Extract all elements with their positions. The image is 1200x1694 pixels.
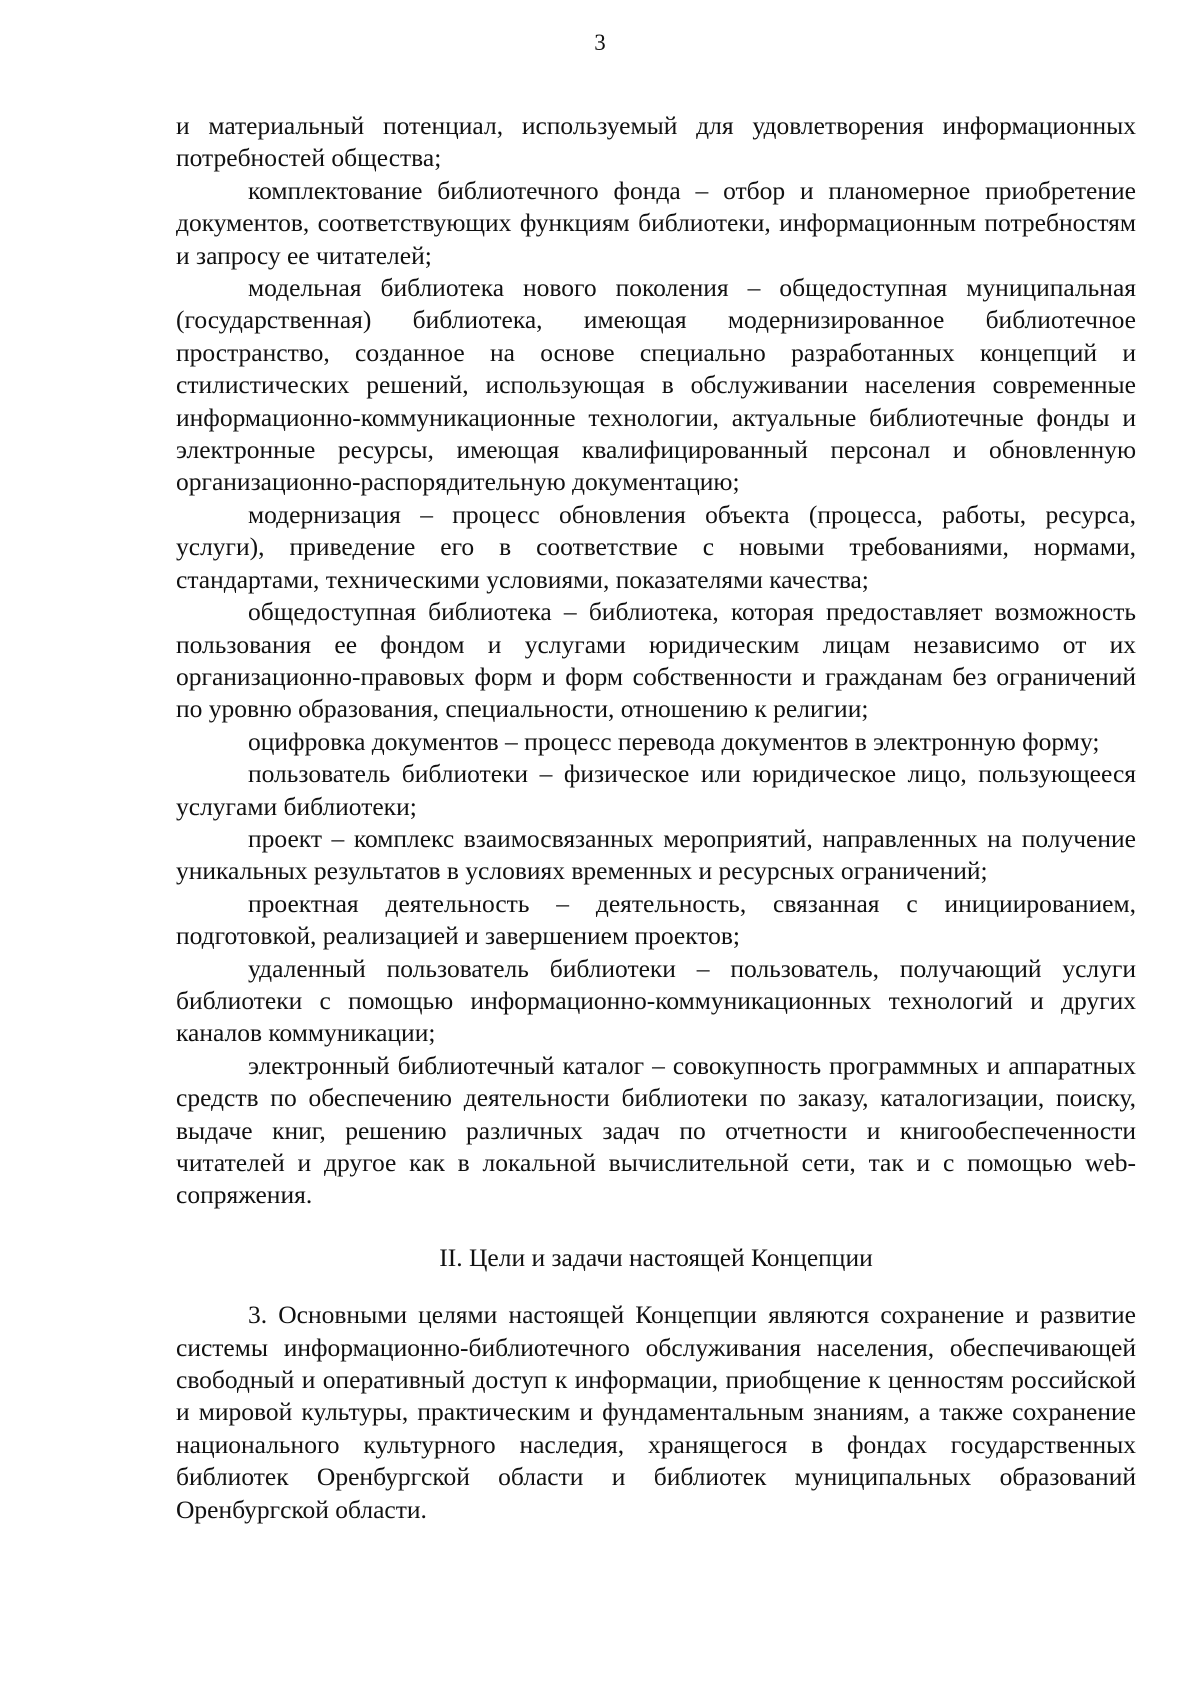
document-body xyxy=(176,110,1136,1526)
definition-paragraph: пользователь библиотеки – физическое или юридическое лицо, пользующееся услугами библиотеки; xyxy=(176,759,1136,821)
definition-paragraph: проект – комплекс взаимосвязанных мероприятий, направленных на получение уникальных результатов в условиях временных и ресурсных ограничений; xyxy=(176,823,1136,886)
definition-paragraph: проектная деятельность – деятельность, связанная с инициированием, подготовкой, реализацией и завершением проектов; xyxy=(176,888,1136,951)
definition-paragraph: и материальный потенциал, используемый для удовлетворения информационных потребностей общества; xyxy=(176,111,1136,173)
definition-paragraph: оцифровка документов – процесс перевода документов в электронную форму; xyxy=(248,726,1100,756)
section-paragraph: 3. Основными целями настоящей Концепции являются сохранение и развитие системы информационно-библиотечного обслуживания населения, обеспечивающей свободный и оперативный доступ к информации, приобщение к ценностям российской и мировой культуры, практическим и фундаментальным знаниям, а также сохранение национального культурного наследия, хранящегося в фондах государственных библиотек Оренбургской области и библиотек муниципальных образований Оренбургской области. xyxy=(176,1300,1136,1524)
definition-paragraph: модельная библиотека нового поколения – общедоступная муниципальная (государственная) библиотека, имеющая модернизированное библиотечное пространство, созданное на основе специально разработанных концепций и стилистических решений, использующая в обслуживании населения современные информационно-коммуникационные технологии, актуальные библиотечные фонды и электронные ресурсы, имеющая квалифицированный персонал и обновленную организационно-распорядительную документацию; xyxy=(176,273,1136,497)
definition-paragraph: модернизация – процесс обновления объекта (процесса, работы, ресурса, услуги), приведение его в соответствие с новыми требованиями, нормами, стандартами, техническими условиями, показателями качества; xyxy=(176,499,1136,594)
definition-paragraph: удаленный пользователь библиотеки – пользователь, получающий услуги библиотеки с помощью информационно-коммуникационных технологий и других каналов коммуникации; xyxy=(176,953,1136,1048)
section-heading: II. Цели и задачи настоящей Концепции xyxy=(439,1242,873,1272)
page-number: 3 xyxy=(594,30,606,55)
definition-paragraph: общедоступная библиотека – библиотека, которая предоставляет возможность пользования ее фондом и услугами юридическим лицам независимо от их организационно-правовых форм и форм собственности и гражданам без ограничений по уровню образования, специальности, отношению к религии; xyxy=(176,597,1136,724)
definition-paragraph: электронный библиотечный каталог – совокупность программных и аппаратных средств по обеспечению деятельности библиотеки по заказу, каталогизации, поиску, выдаче книг, решению различных задач по отчетности и книгообеспеченности читателей и другое как в локальной вычислительной сети, так и с помощью web-сопряжения. xyxy=(176,1050,1136,1210)
definition-paragraph: комплектование библиотечного фонда – отбор и планомерное приобретение документов, соответствующих функциям библиотеки, информационным потребностям и запросу ее читателей; xyxy=(176,175,1136,270)
